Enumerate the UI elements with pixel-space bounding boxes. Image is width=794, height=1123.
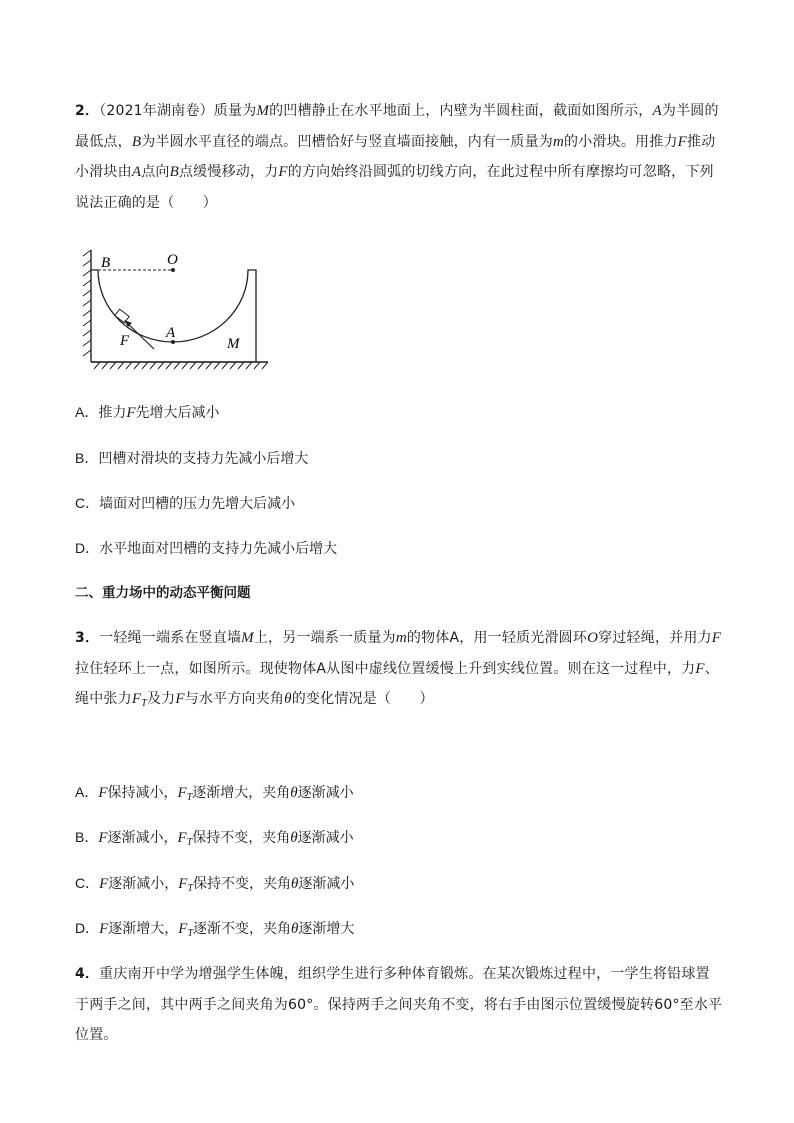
question-3-option-a[interactable] — [75, 782, 735, 808]
option-letter: D． — [75, 540, 100, 556]
question-4-stem — [75, 959, 723, 1051]
ground-hatch — [94, 362, 268, 369]
option-letter: A． — [75, 784, 99, 800]
var-m: m — [553, 133, 565, 150]
var-F: F — [278, 164, 288, 180]
label-F: F — [120, 333, 130, 349]
option-text: 先增大后减小 — [135, 405, 220, 421]
stem-text: 的变化情况是（ ） — [291, 691, 434, 707]
question-3-option-b[interactable] — [75, 827, 735, 853]
option-letter: B． — [75, 829, 99, 845]
question-2-option-d[interactable] — [75, 538, 735, 559]
var-FT: F — [131, 691, 142, 707]
var-M: M — [241, 630, 254, 646]
label-O: O — [167, 252, 178, 268]
option-text: 保持减小， — [107, 785, 178, 801]
option-text: 逐渐减小 — [298, 876, 355, 892]
stem-text: 点向 — [141, 164, 170, 180]
wall-hatch — [83, 250, 91, 356]
option-text: 凹槽对滑块的支持力先减小后增大 — [98, 451, 309, 467]
var-B: B — [131, 133, 142, 150]
option-letter: B． — [75, 450, 99, 466]
question-3-option-d[interactable] — [75, 918, 735, 944]
stem-text: 一轻绳一端系在竖直墙 — [99, 630, 242, 646]
groove-figure — [82, 238, 282, 378]
stem-text: 穿过轻绳，并用力 — [598, 630, 712, 646]
var-theta: θ — [284, 691, 292, 707]
var-T-subscript: T — [141, 698, 147, 709]
question-2-source: （2021年湖南卷） — [99, 103, 214, 119]
option-text: 推力 — [98, 405, 127, 421]
var-T-subscript: T — [186, 837, 193, 848]
var-F: F — [99, 921, 109, 937]
var-A: A — [131, 164, 142, 180]
option-text: 逐渐减小 — [297, 785, 354, 801]
stem-text: 的物体A，用一轻质光滑圆环 — [406, 630, 588, 646]
var-T-subscript: T — [186, 792, 193, 803]
option-text: 逐渐减小， — [108, 876, 179, 892]
stem-text: 推动小滑块由 — [75, 133, 716, 180]
var-A: A — [652, 103, 662, 119]
stem-text: 上，另一端系一质量为 — [253, 630, 396, 646]
var-F: F — [126, 405, 136, 421]
option-text: 墙面对凹槽的压力先增大后减小 — [99, 496, 296, 512]
label-B: B — [101, 255, 111, 271]
option-text: 逐渐不变，夹角 — [193, 921, 292, 937]
var-T-subscript: T — [187, 928, 194, 939]
option-text: 逐渐增大 — [298, 921, 355, 937]
question-4-number: 4． — [75, 966, 100, 982]
option-text: 逐渐减小， — [107, 830, 178, 846]
var-O: O — [587, 630, 599, 646]
label-A: A — [166, 325, 176, 341]
option-text: 逐渐增大，夹角 — [192, 785, 291, 801]
var-theta: θ — [291, 921, 299, 937]
option-text: 逐渐减小 — [297, 830, 354, 846]
question-2-option-c[interactable] — [75, 493, 735, 514]
stem-text: 及力 — [146, 691, 176, 707]
option-text: 保持不变，夹角 — [193, 876, 292, 892]
option-text: 逐渐增大， — [108, 921, 179, 937]
stem-text: 点缓慢移动，力 — [178, 164, 279, 180]
question-3-number: 3． — [75, 630, 100, 646]
slider-block — [115, 309, 129, 323]
stem-text: 拉住轻环上一点，如图所示。现使物体A从图中虚线位置缓慢上升到实线位置。则在这一过程中，力 — [75, 660, 696, 677]
var-m: m — [395, 630, 407, 646]
var-theta: θ — [290, 785, 298, 801]
question-2-option-b[interactable] — [75, 448, 735, 469]
question-2-number: 2． — [75, 103, 100, 119]
var-B: B — [169, 164, 179, 180]
label-M: M — [227, 336, 240, 352]
var-M: M — [256, 103, 270, 119]
var-T-subscript: T — [187, 883, 194, 894]
var-F: F — [695, 660, 705, 677]
var-FT: F — [177, 830, 187, 846]
stem-text: 的小滑块。用推力 — [564, 133, 678, 150]
stem-text: 的方向始终沿圆弧的切线方向，在此过程中所有摩擦均可忽略，下列说法正确的是（ ） — [75, 164, 714, 211]
center-point — [171, 268, 175, 272]
stem-text: 质量为 — [213, 103, 257, 119]
var-FT: F — [178, 876, 188, 892]
question-2-stem — [75, 96, 723, 218]
option-letter: C． — [75, 495, 100, 511]
force-arrow — [126, 322, 154, 349]
stem-text: 的凹槽静止在水平地面上，内壁为半圆柱面，截面如图所示， — [269, 103, 653, 119]
var-F: F — [677, 133, 688, 150]
question-3-stem — [75, 623, 723, 720]
option-letter: D． — [75, 920, 100, 936]
var-F: F — [711, 630, 722, 646]
var-F: F — [99, 876, 109, 892]
stem-text: 重庆南开中学为增强学生体魄，组织学生进行多种体育锻炼。在某次锻炼过程中，一学生将铅球置于两手之间，其中两手之间夹角为60°。保持两手之间夹角不变，将右手由图示位置缓慢旋转60°至水平位置。 — [75, 966, 723, 1043]
stem-text: 为半圆水平直径的端点。凹槽恰好与竖直墙面接触，内有一质量为 — [141, 133, 553, 150]
option-letter: C． — [75, 875, 100, 891]
var-FT: F — [177, 785, 187, 801]
question-2-option-a[interactable] — [75, 402, 735, 423]
var-theta: θ — [290, 830, 298, 846]
option-text: 保持不变，夹角 — [192, 830, 291, 846]
var-F: F — [98, 830, 108, 846]
question-3-option-c[interactable] — [75, 873, 735, 899]
stem-text: 为半圆的最低点， — [75, 103, 719, 150]
var-FT: F — [178, 921, 188, 937]
option-text: 水平地面对凹槽的支持力先减小后增大 — [99, 541, 338, 557]
stem-text: 与水平方向夹角 — [184, 691, 285, 707]
var-theta: θ — [291, 876, 299, 892]
var-F: F — [98, 785, 108, 801]
section-heading: 二、重力场中的动态平衡问题 — [75, 585, 251, 601]
stem-text: 、绳中张力 — [75, 660, 719, 707]
option-letter: A． — [75, 404, 99, 420]
var-F: F — [175, 691, 185, 707]
